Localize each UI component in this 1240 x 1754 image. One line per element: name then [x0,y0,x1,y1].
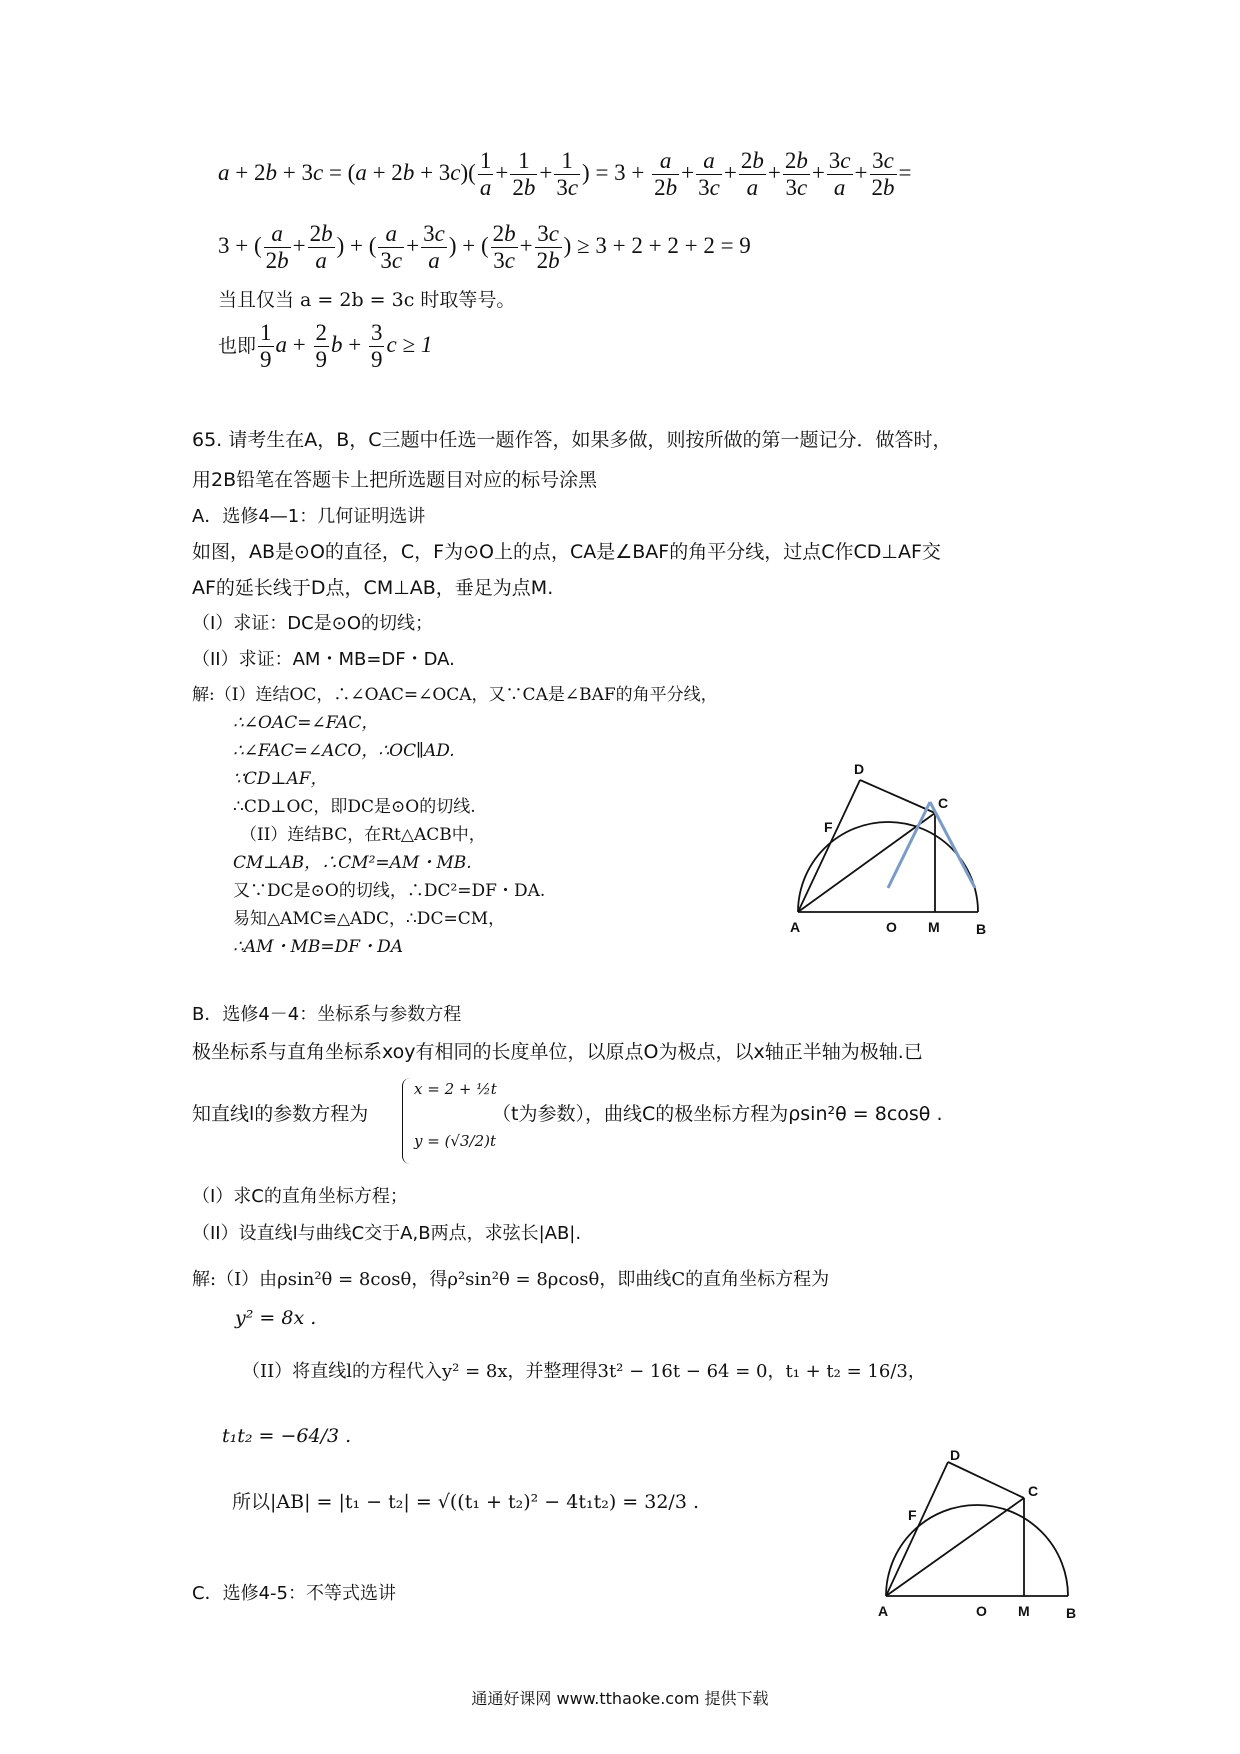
partA-sol-6: （II）连结BC，在Rt△ACB中， [240,825,486,845]
partA-stem1: 如图，AB是⊙O的直径，C，F为⊙O上的点，CA是∠BAF的角平分线，过点C作CD⊥AF交 [192,541,941,563]
line-DC-2 [948,1462,1024,1498]
label-M: M [928,919,940,935]
sol64-line4: 也即 $\frac{1}{9}$ a + $\frac{2}{9}$ b + $\frac{3}{9}$ c ≥ 1 [218,320,433,373]
partB-sol-5: 所以|AB| = |t₁ − t₂| = √((t₁ + t₂)² − 4t₁t₂) = 32/3 . [232,1491,700,1513]
label-F: F [824,819,833,835]
sol64-line2: 3 + ( $\frac{a}{2b}$ + $\frac{2b}{a}$ ) + ( $\frac{a}{3c}$ + $\frac{3c}{a}$ ) + ( $\frac{2b}{3c}$ + $\frac{3c}{2b}$ ) ≥ 3 + 2 + 2 + 2 = 9 [218,221,751,274]
partB-stem2-b: （t为参数），曲线C的极坐标方程为ρsin²θ = 8cosθ . [492,1103,943,1125]
label-D: D [854,761,865,777]
label-B: B [976,921,987,937]
partA-sol-5: ∴CD⊥OC，即DC是⊙O的切线. [233,797,476,817]
sol64-line4-prefix: 也即 [218,336,257,358]
partA-p1: （I）求证：DC是⊙O的切线； [192,613,433,634]
partA-p2: （II）求证：AM・MB=DF・DA. [192,649,455,670]
sol64-line4-tail: c ≥ 1 [386,332,433,358]
partB-stem1: 极坐标系与直角坐标系xoy有相同的长度单位，以原点O为极点，以x轴正半轴为极轴.已 [192,1041,923,1063]
label-D-2: D [950,1448,961,1463]
q65-intro1: 65. 请考生在A，B，C三题中任选一题作答，如果多做，则按所做的第一题记分．做答时， [192,429,952,451]
param-eq-y: y = (√3/2)t [414,1132,497,1150]
line-CB-overlay [930,802,975,888]
line-AC-2 [886,1498,1024,1596]
partB-sol-4: t₁t₂ = −64/3 . [222,1425,352,1447]
partA-sol-10: ∴AM・MB=DF・DA [233,937,403,957]
partA-sol-3: ∴∠FAC=∠ACO，∴OC∥AD. [233,741,455,761]
label-C-2: C [1028,1483,1039,1499]
label-O: O [886,919,897,935]
label-B-2: B [1066,1605,1077,1621]
q65-intro2: 用2B铅笔在答题卡上把所选题目对应的标号涂黑 [192,469,598,491]
partA-sol-9: 易知△AMC≌△ADC，∴DC=CM， [233,909,506,929]
geometry-figure-1 [780,760,1010,940]
geometry-figure-2 [868,1448,1100,1622]
label-A-2: A [878,1603,889,1619]
partB-title: B．选修4－4：坐标系与参数方程 [192,1004,462,1025]
partC-title: C．选修4-5：不等式选讲 [192,1583,396,1604]
partB-p2: （II）设直线l与曲线C交于A,B两点，求弦长|AB|. [192,1223,582,1244]
partB-p1: （I）求C的直角坐标方程； [192,1186,408,1207]
partA-sol-2: ∴∠OAC=∠FAC， [233,713,379,733]
param-eq-x: x = 2 + ½t [414,1080,497,1098]
sol64-line1: a + 2b + 3c = (a + 2b + 3c)( $\frac{1}{a}$ + $\frac{1}{2b}$ + $\frac{1}{3c}$ ) = 3 + $\frac{a}{2b}$ + $\frac{a}{3c}$ + $\frac{2b}{a}$ + $\frac{2b}{3c}$ + $\frac{3c}{a}$ + $\frac{3c}{2b}$ = [218,148,912,201]
line-AD [798,780,860,912]
page-footer: 通通好课网 www.tthaoke.com 提供下载 [471,1689,769,1708]
label-C: C [938,795,949,811]
sol64-line3: 当且仅当 a = 2b = 3c 时取等号。 [218,289,516,311]
line-AD-2 [886,1462,948,1596]
partB-sol-3: （II）将直线l的方程代入y² = 8x，并整理得3t² − 16t − 64 = 0，t₁ + t₂ = 16/3， [242,1361,926,1382]
line-OC-overlay [888,802,930,888]
partA-sol-7: CM⊥AB，∴CM²=AM・MB. [233,853,472,873]
label-A: A [790,919,801,935]
partA-sol-4: ∵CD⊥AF， [233,769,328,789]
partA-title: A．选修4—1：几何证明选讲 [192,506,426,527]
partB-sol-2: y² = 8x . [235,1307,317,1329]
partA-stem2: AF的延长线于D点，CM⊥AB，垂足为点M. [192,577,554,599]
partB-sol-1: 解:（I）由ρsin²θ = 8cosθ，得ρ²sin²θ = 8ρcosθ，即曲线C的直角坐标方程为 [192,1269,830,1290]
partB-stem2-a: 知直线l的参数方程为 [192,1103,369,1125]
label-F-2: F [908,1507,917,1523]
partA-sol-8: 又∵DC是⊙O的切线，∴DC²=DF・DA. [233,881,546,901]
line-DC [860,780,935,813]
label-O-2: O [976,1603,987,1619]
partA-sol-1: 解:（I）连结OC，∴∠OAC=∠OCA，又∵CA是∠BAF的角平分线， [192,685,718,705]
label-M-2: M [1018,1603,1030,1619]
system-brace [402,1078,413,1164]
semicircle [798,822,978,912]
line-AC [798,813,935,912]
